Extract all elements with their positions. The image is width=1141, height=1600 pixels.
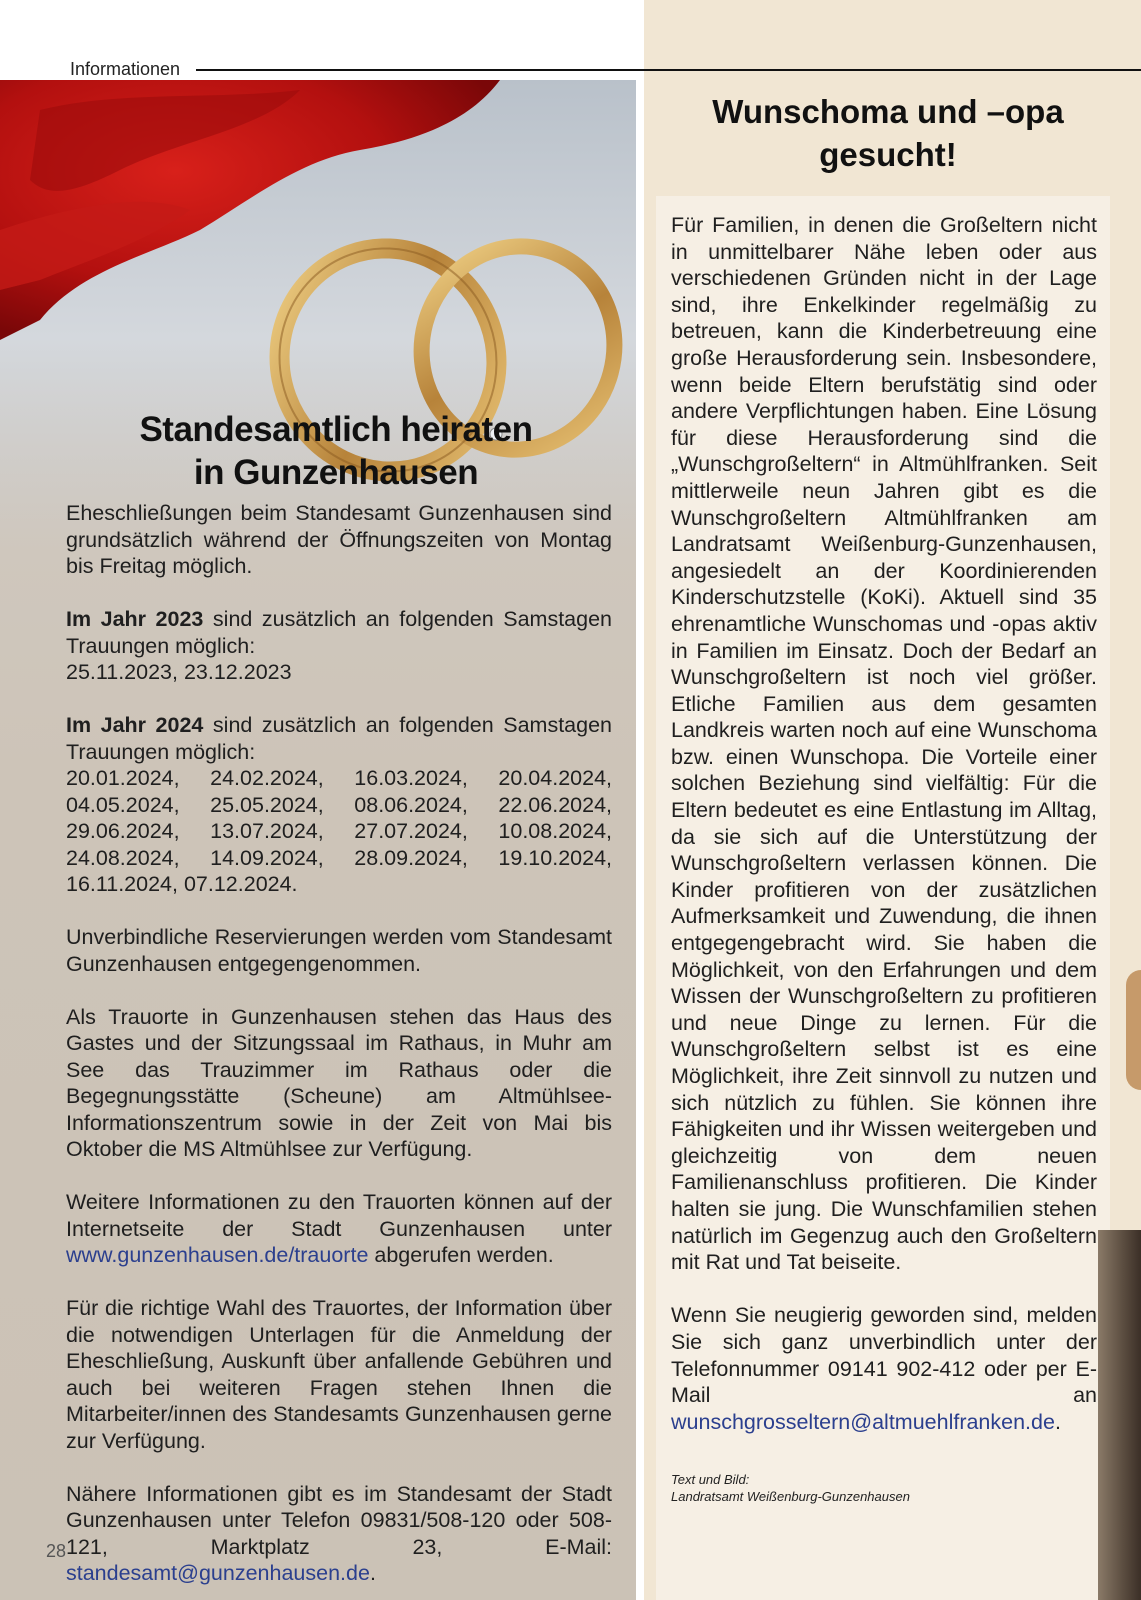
year-2023-text: sind zusätzlich an folgenden Samstagen Trauungen möglich: <box>66 607 612 658</box>
header-rule <box>196 69 1141 71</box>
page-number: 28 <box>46 1541 67 1561</box>
wunschgrosseltern-email-link[interactable]: wunschgrosseltern@altmuehlfranken.de <box>671 1409 1055 1434</box>
year-2024-dates: 20.01.2024, 24.02.2024, 16.03.2024, 20.04.2024, 04.05.2024, 25.05.2024, 08.06.2024, 22.06.2024, 29.06.2024, 13.07.2024, 27.07.2024, 10.08.2024, 24.08.2024, 14.09.2024, 28.09.2024, 19.10.2024, 16.11.2024, 07.12.2024. <box>66 766 612 896</box>
more-info-paragraph <box>66 1189 612 1269</box>
venues-paragraph: Als Trauorte in Gunzenhausen stehen das Haus des Gastes und der Sitzungssaal im Rathaus, in Muhr am See das Trauzimmer im Rathaus oder die Begegnungsstätte (Scheune) am Altmühlsee-Informationszentrum sowie in der Zeit von Mai bis Oktober die MS Altmühlsee zur Verfügung. <box>66 1004 612 1161</box>
trauorte-link[interactable]: www.gunzenhausen.de/trauorte <box>66 1243 369 1267</box>
wunschgrosseltern-paragraph: Für Familien, in denen die Großeltern nicht in unmittelbarer Nähe leben oder aus verschiedenen Gründen nicht in der Lage sind, ihre Enkelkinder regelmäßig zu betreuen, kann die Kinderbetreuung eine große Herausforderung sein. Insbesondere, wenn beide Eltern berufstätig sind oder andere Verpflichtungen haben. Eine Lösung für diese Herausforderung sind die „Wunschgroßeltern“ in Altmühlfranken. Seit mittlerweile neun Jahren gibt es die Wunschgroßeltern Altmühlfranken am Landratsamt Weißenburg-Gunzenhausen, angesiedelt an der Koordinierenden Kinderschutzstelle (KoKi). Aktuell sind 35 ehrenamtliche Wunschomas und -opas aktiv in Familien im Einsatz. Doch der Bedarf an Wunschgroßeltern ist noch viel größer. Etliche Familien aus dem gesamten Landkreis warten noch auf eine Wunschoma bzw. einen Wunschopa. Die Vorteile einer solchen Beziehung sind vielfältig: Für die Eltern bedeutet es eine Entlastung im Alltag, da sie sich auf die Unterstützung der Wunschgroßeltern verlassen können. Die Kinder profitieren von der zusätzlichen Aufmerksamkeit und Zuwendung, die ihnen entgegengebracht wird. Sie haben die Möglichkeit, von den Erfahrungen und dem Wissen der Wunschgroßeltern zu profitieren und neue Dinge zu lernen. Für die Wunschgroßeltern selbst ist es eine Möglichkeit, ihre Zeit sinnvoll zu nutzen und sich nützlich zu fühlen. Sie können ihre Fähigkeiten und ihr Wissen weitergeben und gleichzeitig von dem neuen Familienanschluss profitieren. Die Kinder halten sie jung. Die Wunschfamilien stehen natürlich im Gegenzug auch den Großeltern mit Rat und Tat beiseite. <box>671 213 1097 1275</box>
contact-suffix: . <box>369 1561 376 1585</box>
credit-line1: Text und Bild: <box>671 1472 750 1487</box>
contact-text: Nähere Informationen gibt es im Standesamt der Stadt Gunzenhausen unter Telefon 09831/508-120 oder 508-121, Marktplatz 23, E-Mail: <box>66 1481 612 1559</box>
left-article-title-line1: Standesamtlich heiraten <box>139 410 533 449</box>
section-label: Informationen <box>70 58 186 80</box>
right-article-body <box>671 212 1097 1435</box>
edge-image-fragment <box>1126 970 1141 1090</box>
left-article-body <box>66 500 612 1587</box>
year-2024-paragraph <box>66 712 612 765</box>
right-contact-text: Wenn Sie neugierig geworden sind, melden Sie sich ganz unverbindlich unter der Telefonnummer 09141 902-412 oder per E-Mail an <box>671 1303 1097 1408</box>
more-info-suffix: abgerufen werden. <box>368 1243 554 1267</box>
reservation-paragraph: Unverbindliche Reservierungen werden vom Standesamt Gunzenhausen entgegengenommen. <box>66 925 612 976</box>
right-article-title-line1: Wunschoma und –opa <box>712 93 1064 130</box>
year-2024-label: Im Jahr 2024 <box>66 713 204 737</box>
right-contact-suffix: . <box>1054 1409 1061 1434</box>
credit-line2: Landratsamt Weißenburg-Gunzenhausen <box>671 1489 910 1504</box>
right-article-title-line2: gesucht! <box>819 136 957 173</box>
year-2023-dates: 25.11.2023, 23.12.2023 <box>66 660 292 684</box>
contact-paragraph <box>66 1481 612 1587</box>
year-2023-paragraph <box>66 606 612 659</box>
intro-paragraph: Eheschließungen beim Standesamt Gunzenhausen sind grundsätzlich während der Öffnungszeiten von Montag bis Freitag möglich. <box>66 501 612 578</box>
choice-paragraph: Für die richtige Wahl des Trauortes, der Information über die notwendigen Unterlagen für die Anmeldung der Eheschließung, Auskunft über anfallende Gebühren und auch bei weiteren Fragen stehen Ihnen die Mitarbeiter/innen des Standesamts Gunzenhausen gerne zur Verfügung. <box>66 1296 612 1453</box>
right-contact-paragraph <box>671 1302 1097 1435</box>
more-info-text: Weitere Informationen zu den Trauorten können auf der Internetseite der Stadt Gunzenhausen unter <box>66 1190 612 1241</box>
photo-credit <box>671 1471 910 1505</box>
left-article-title-line2: in Gunzenhausen <box>193 453 479 492</box>
edge-photo-fragment <box>1098 1230 1141 1600</box>
year-2023-label: Im Jahr 2023 <box>66 607 204 631</box>
year-2024-text: sind zusätzlich an folgenden Samstagen Trauungen möglich: <box>66 713 612 764</box>
standesamt-email-link[interactable]: standesamt@gunzenhausen.de <box>66 1561 370 1585</box>
